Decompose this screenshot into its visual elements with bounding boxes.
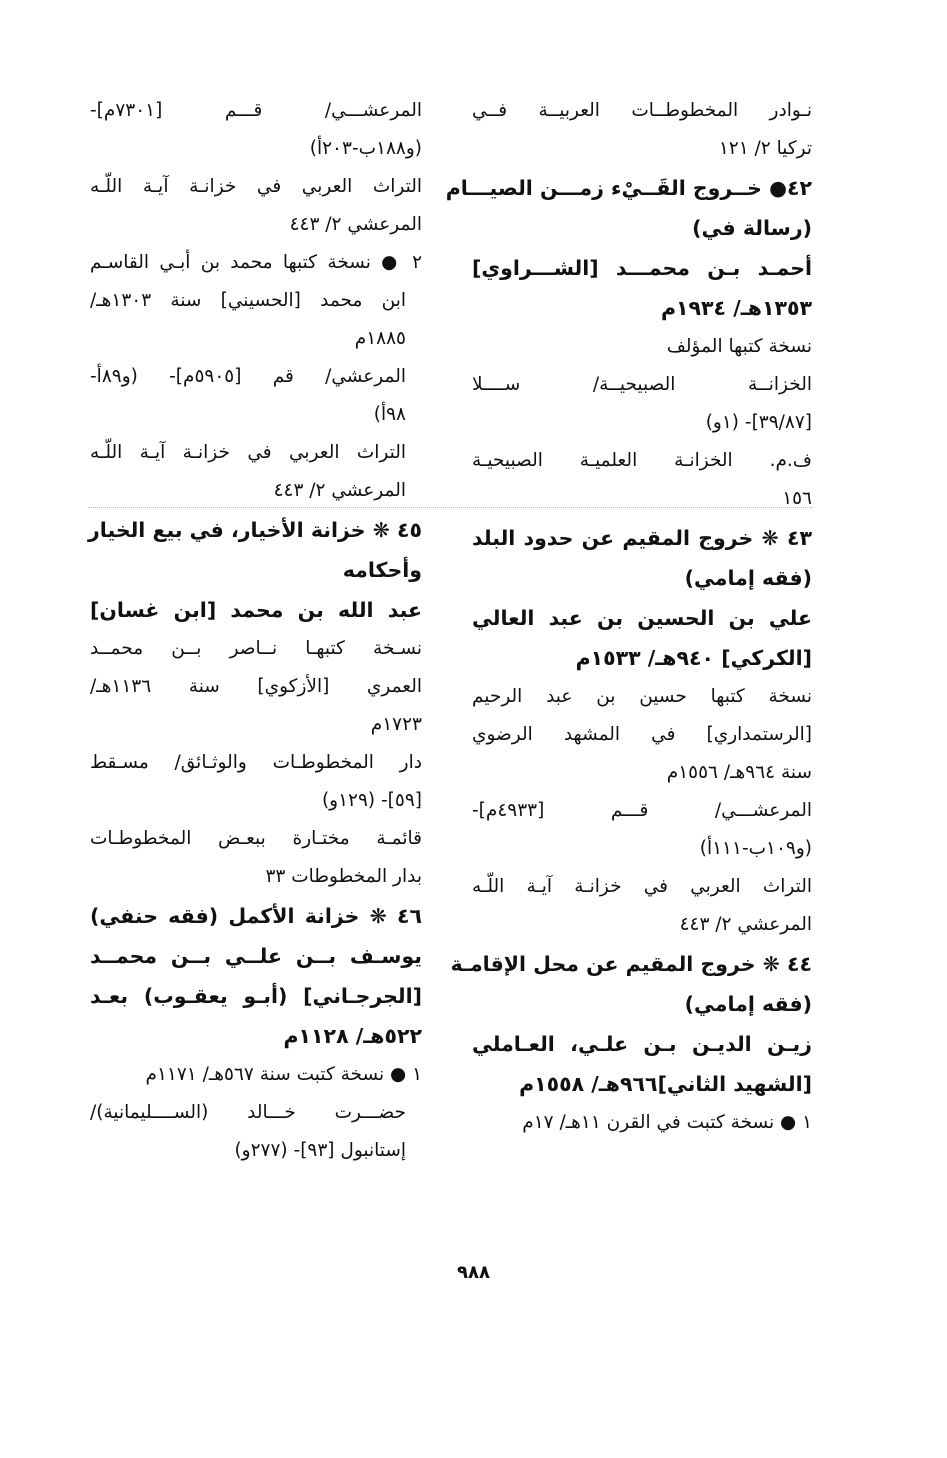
entry-heading-line: [الجرجـاني] (أبـو يعقـوب) بعـد bbox=[90, 984, 422, 1008]
text-line: سنة ٩٦٤هـ/ ١٥٥٦م bbox=[666, 762, 812, 783]
text-line: نـوادر المخطوطــات العربيــة فــي bbox=[472, 100, 812, 121]
text-line: [٣٩/٨٧]- (١و) bbox=[705, 412, 812, 433]
entry-heading-line: عبد الله بن محمد [ابن غسان] bbox=[90, 598, 422, 622]
text-line: [الرستمداري] في المشهد الرضوي bbox=[472, 724, 812, 745]
text-line: الخزانــة الصبيحيــة/ ســــلا bbox=[472, 374, 812, 395]
entry-heading-line: (فقه إمامي) bbox=[684, 566, 812, 590]
text-line: ابن محمد [الحسيني] سنة ١٣٠٣هـ/ bbox=[90, 290, 406, 311]
entry-heading-line: (فقه إمامي) bbox=[684, 992, 812, 1016]
text-line: ٢ ● نسخة كتبها محمد بن أبـي القاسـم bbox=[90, 252, 422, 273]
text-line: [٥٩]- (١٢٩و) bbox=[321, 790, 422, 811]
entry-heading-line: ٤٣ ❋ خروج المقيم عن حدود البلد bbox=[472, 526, 812, 550]
text-line: بدار المخطوطات ٣٣ bbox=[265, 866, 422, 887]
entry-heading-line: ١٣٥٣هـ/ ١٩٣٤م bbox=[660, 296, 812, 320]
entry-heading-line: ٥٢٢هـ/ ١١٢٨م bbox=[283, 1024, 422, 1048]
entry-heading-line: [الكركي] ٩٤٠هـ/ ١٥٣٣م bbox=[575, 646, 812, 670]
text-line: ١٨٨٥م bbox=[354, 328, 406, 349]
text-line: ١٥٦ bbox=[782, 488, 812, 509]
text-line: تركيا ٢/ ١٢١ bbox=[718, 138, 812, 159]
text-line: ١ ● نسخة كتبت في القرن ١١هـ/ ١٧م bbox=[522, 1112, 812, 1133]
text-line: نسـخة كتبهـا نــاصر بــن محمــد bbox=[90, 638, 422, 659]
entry-heading-line: أحمـد بـن محمـــد [الشـــراوي] bbox=[472, 256, 812, 280]
text-line: نسخة كتبها حسين بن عبد الرحيم bbox=[472, 686, 812, 707]
text-line: إستانبول [٩٣]- (٢٧٧و) bbox=[234, 1140, 406, 1161]
text-line: ١ ● نسخة كتبت سنة ٥٦٧هـ/ ١١٧١م bbox=[145, 1064, 422, 1085]
text-line: ١٧٢٣م bbox=[370, 714, 422, 735]
page-number: ٩٨٨ bbox=[457, 1262, 490, 1283]
entry-heading-line: ٤٤ ❋ خروج المقيم عن محل الإقامـة bbox=[450, 952, 812, 976]
text-line: حضـــرت خـــالد (الســــليمانية)/ bbox=[90, 1102, 406, 1123]
text-line: التراث العربي في خزانـة آيـة اللّـه bbox=[90, 442, 406, 463]
text-line: (و١٨٨ب-٢٠٣أ) bbox=[309, 138, 422, 159]
text-line: نسخة كتبها المؤلف bbox=[666, 336, 812, 357]
entry-heading-line: ٤٦ ❋ خزانة الأكمل (فقه حنفي) bbox=[90, 904, 422, 928]
entry-heading-line: (رسالة في) bbox=[692, 216, 812, 240]
entry-heading-line: يوسـف بــن علــي بــن محمــد bbox=[90, 944, 422, 968]
text-line: المرعشـــي/ قـــم [٤٩٣٣م]- bbox=[472, 800, 812, 821]
column-divider bbox=[88, 507, 812, 508]
left-column bbox=[87, 92, 422, 1170]
text-line: دار المخطوطـات والوثـائق/ مسـقط bbox=[90, 752, 422, 773]
text-line: المرعشـــي/ قـــم [٧٣٠١م]- bbox=[90, 100, 422, 121]
text-line: العمري [الأزكوي] سنة ١١٣٦هـ/ bbox=[90, 676, 422, 697]
entry-heading-line: علي بن الحسين بن عبد العالي bbox=[472, 606, 812, 630]
text-line: المرعشي/ قم [٥٩٠٥م]- (و٨٩أ- bbox=[90, 366, 406, 387]
entry-heading-line: زيـن الديـن بـن علـي، العـاملي bbox=[472, 1032, 812, 1056]
text-line: المرعشي ٢/ ٤٤٣ bbox=[679, 914, 812, 935]
text-line: المرعشي ٢/ ٤٤٣ bbox=[289, 214, 422, 235]
text-line: (و١٠٩ب-١١١أ) bbox=[699, 838, 812, 859]
entry-heading-line: [الشهيد الثاني]٩٦٦هـ/ ١٥٥٨م bbox=[519, 1072, 812, 1096]
entry-heading-line: ٤٥ ❋ خزانة الأخيار، في بيع الخيار bbox=[87, 518, 422, 542]
text-line: قائمـة مختـارة ببعـض المخطوطـات bbox=[90, 828, 422, 849]
text-line: ٩٨أ) bbox=[373, 404, 406, 425]
text-line: التراث العربي في خزانـة آيـة اللّـه bbox=[472, 876, 812, 897]
text-line: ف.م. الخزانـة العلميـة الصبيحيـة bbox=[472, 450, 812, 471]
right-column bbox=[445, 92, 812, 1142]
entry-heading-line: ٤٢● خــروج القَــيْء زمـــن الصيـــام bbox=[445, 176, 812, 200]
entry-heading-line: وأحكامه bbox=[342, 558, 422, 582]
text-line: المرعشي ٢/ ٤٤٣ bbox=[273, 480, 406, 501]
text-line: التراث العربي في خزانـة آيـة اللّـه bbox=[90, 176, 422, 197]
